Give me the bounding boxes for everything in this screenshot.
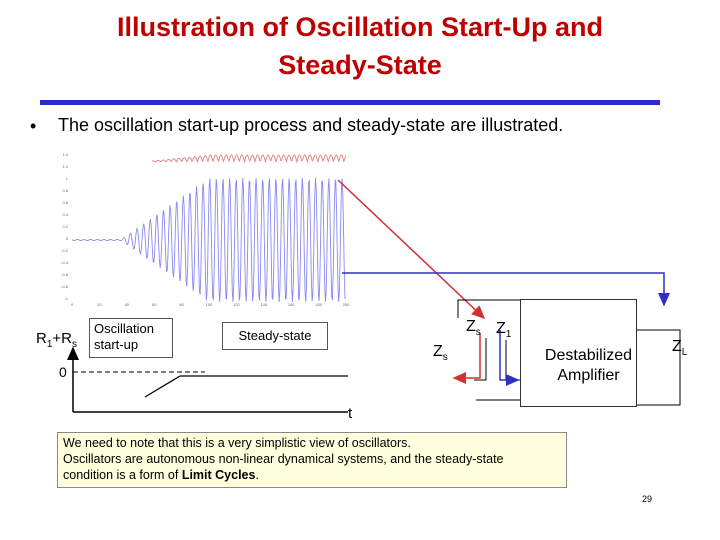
y-tick-label: -0.4 bbox=[61, 260, 68, 265]
y-tick-label: -1 bbox=[64, 296, 68, 301]
x-tick-label: 20 bbox=[97, 302, 102, 307]
note-line-2: Oscillators are autonomous non-linear dynamical systems, and the steady-state bbox=[63, 452, 504, 466]
x-tick-label: 100 bbox=[205, 302, 213, 307]
zs-left-label: $Z_s$ bbox=[433, 343, 448, 364]
x-tick-label: 200 bbox=[342, 302, 350, 307]
t-axis-label: t bbox=[348, 405, 353, 422]
y-tick-label: 0.4 bbox=[62, 212, 68, 217]
x-tick-label: 120 bbox=[233, 302, 240, 307]
x-tick-label: 140 bbox=[260, 302, 268, 307]
zero-label: 0 bbox=[59, 364, 67, 380]
bullet-dot: • bbox=[30, 116, 37, 136]
zs-red-arrow bbox=[454, 333, 480, 378]
circuit-wire-z1 bbox=[506, 340, 520, 380]
y-tick-label: 0.8 bbox=[62, 188, 68, 193]
zl-label: $Z_L$ bbox=[672, 338, 688, 359]
y-tick-label: 0 bbox=[65, 236, 68, 241]
steady-state-label: Steady-state bbox=[222, 322, 328, 350]
y-tick-label: 1 bbox=[65, 176, 68, 181]
x-tick-label: 160 bbox=[287, 302, 295, 307]
note-line-3: condition is a form of Limit Cycles. bbox=[63, 468, 259, 482]
x-tick-label: 180 bbox=[315, 302, 322, 307]
note-box bbox=[57, 432, 567, 488]
startup-ramp-line bbox=[145, 376, 180, 397]
x-tick-label: 40 bbox=[124, 302, 130, 307]
z1-label: $Z_1$ bbox=[496, 320, 512, 341]
page-number: 29 bbox=[642, 494, 653, 504]
x-tick-label: 60 bbox=[151, 302, 157, 307]
bullet-text: The oscillation start-up process and steady-state are illustrated. bbox=[58, 115, 564, 135]
y-tick-label: -0.6 bbox=[61, 272, 68, 277]
zs-top-label: $Z_s$ bbox=[466, 318, 481, 339]
x-tick-label: 0 bbox=[70, 302, 74, 307]
x-tick-label: 80 bbox=[179, 302, 184, 307]
y-tick-label: -0.8 bbox=[61, 284, 68, 289]
oscillation-startup-label: Oscillation start-up bbox=[89, 318, 173, 358]
red-pointer-arrow bbox=[338, 180, 484, 318]
y-tick-label: 0.6 bbox=[62, 200, 68, 205]
title-line-1: Illustration of Oscillation Start-Up and bbox=[116, 12, 604, 42]
y-tick-label: -0.2 bbox=[61, 248, 68, 253]
title-line-2: Steady-State bbox=[278, 50, 442, 80]
note-line-1: We need to note that this is a very simplistic view of oscillators. bbox=[63, 436, 411, 450]
y-tick-label: 0.2 bbox=[62, 224, 68, 229]
amplifier-label: Destabilized Amplifier bbox=[544, 347, 633, 384]
r-axis-label: $R_1+R_s$ bbox=[36, 330, 77, 350]
y-tick-label: 1.4 bbox=[62, 152, 68, 157]
y-tick-label: 1.2 bbox=[62, 164, 68, 169]
